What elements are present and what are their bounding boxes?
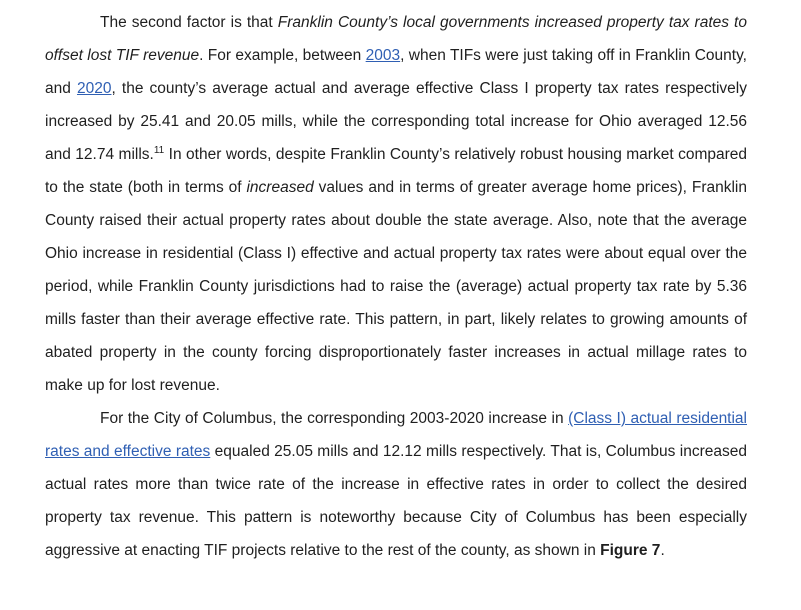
p1-text-2: . For example, between (199, 47, 366, 64)
p2-text-3: . (660, 542, 665, 559)
p1-text-6: values and in terms of greater average home prices), Franklin County raised their actual property rates about double the state average. Also, note that the average Ohio increase in residential (Class I) effective and actual property tax rates were about equal over the period, while Franklin County jurisdictions had to raise the (average) actual property tax rate by 5.36 mills faster than their average effective rate. This pattern, in part, likely relates to growing amounts of abated property in the county forcing disproportionately faster increases in actual millage rates to make up for lost revenue. (45, 179, 747, 394)
link-2020[interactable]: 2020 (76, 80, 112, 97)
link-class-i-rates[interactable]: (Class I) actual residential rates and effective rates (45, 410, 747, 460)
paragraph-tif-rates (45, 6, 747, 402)
figure-7-reference: Figure 7 (600, 542, 661, 559)
p1-text-5: In other words, despite Franklin County’s relatively robust housing market compared to the state (both in terms of (45, 146, 747, 196)
p1-italic-claim: Franklin County’s local governments increased property tax rates to offset lost TIF revenue (45, 14, 747, 64)
paragraph-columbus (45, 402, 747, 567)
p2-text-1: For the City of Columbus, the corresponding 2003-2020 increase in (100, 410, 569, 427)
document-body (45, 6, 747, 567)
p1-text-1: The second factor is that (100, 14, 278, 31)
p2-text-2: equaled 25.05 mills and 12.12 mills respectively. That is, Columbus increased actual rates more than twice rate of the increase in effective rates in order to collect the desired property tax revenue. This pattern is noteworthy because City of Columbus has been especially aggressive at enacting TIF projects relative to the rest of the county, as shown in (45, 443, 747, 559)
p1-text-4: , the county’s average actual and average effective Class I property tax rates respectively increased by 25.41 and 20.05 mills, while the corresponding total increase for Ohio averaged 12.56 and 12.74 mills. (45, 80, 747, 163)
p1-italic-increased: increased (246, 179, 314, 196)
footnote-11[interactable]: 11 (153, 144, 165, 156)
link-2003[interactable]: 2003 (365, 47, 401, 64)
p1-text-3: , when TIFs were just taking off in Franklin County, and (45, 47, 747, 97)
